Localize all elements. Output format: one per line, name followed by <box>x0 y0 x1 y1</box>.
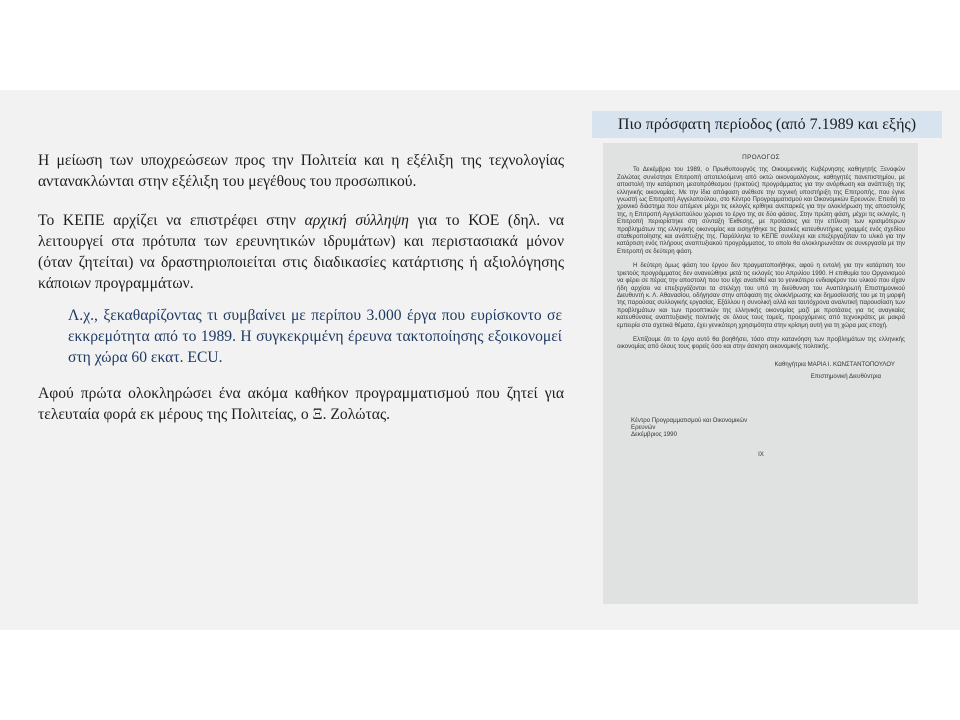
document-signature: Καθηγήτρια ΜΑΡΙΑ Ι. ΚΩΝΣΤΑΝΤΟΠΟΥΛΟΥ <box>774 360 895 368</box>
document-page-number: IX <box>758 450 764 458</box>
document-paragraph-2: Η δεύτερη όμως φάση του έργου δεν πραγματοποιήθηκε, αφού η εντολή για την κατάρτιση του τριετούς προγράμματος δεν ανανεώθηκε μετά τις εκλογές του Απριλίου 1990. Η επιθυμία του Οργανισμού να φέρει σε πέρας την αποστολή που του είχε ανατεθεί και το γενικότερο ενδιαφέρον του υλικού που είχαν ήδη αρχίσει να επεξεργάζονται τα στελέχη του υπό τη διεύθυνση του Αναπληρωτή Επιστημονικού Διευθυντή κ. Λ. Αθανασίου, οδήγησαν στην απόφαση της ολοκλήρωσης και δημοσίευσής του με τη μορφή της παρούσας συλλογικής εργασίας. Εξάλλου η συνολική αλλά και ταυτόχρονα αναλυτική παρουσίαση των προβλημάτων και των προοπτικών της ελληνικής οικονομίας μαζί με προτάσεις για τις αναγκαίες κατευθύνσεις αναπτυξιακής πολιτικής σε όλους τους τομείς, προερχόμενες από τεχνοκράτες με μακρά εμπειρία στα σχετικά θέματα, έχει γενικότερη χρησιμότητα στην κρίσιμη αυτή για τη χώρα μας εποχή. <box>617 262 905 329</box>
paragraph-example-projects: Λ.χ., ξεκαθαρίζοντας τι συμβαίνει με περίπου 3.000 έργα που ευρίσκοντο σε εκκρεμότητα από το 1989. Η συγκεκριμένη έρευνα τακτοποίησης εξοικονομεί στη χώρα 60 εκατ. ECU. <box>68 307 562 366</box>
paragraph-staff-reduction: Η μείωση των υποχρεώσεων προς την Πολιτεία και η εξέλιξη της τεχνολογίας αντανακλώνται στην εξέλιξη του μεγέθους του προσωπικού. <box>38 152 564 190</box>
document-institution-name: Κέντρο Προγραμματισμού και Οικονομικών Ερευνών <box>631 416 748 431</box>
paragraph-kepe-italic: αρχική σύλληψη <box>304 212 409 229</box>
document-title: ΠΡΟΛΟΓΟΣ <box>742 154 780 161</box>
document-institution <box>631 417 751 439</box>
image-caption: Πιο πρόσφατη περίοδος (από 7.1989 και εξής) <box>592 111 942 138</box>
paragraph-kepe-text-end: για το ΚΟΕ (δηλ. να λειτουργεί στα πρότυπα των ερευνητικών ιδρυμάτων) και περιστασιακά μόνον (όταν ζητείται) να δραστηριοποιείται στις διαδικασίες κατάρτισης ή αξιολόγησης κάποιων προγραμμάτων. <box>38 212 564 292</box>
document-paragraph-1: Το Δεκέμβριο του 1989, ο Πρωθυπουργός της Οικουμενικής Κυβέρνησης καθηγητής Ξενοφών Ζολώτας συνέστησε Επιτροπή αποτελούμενη από οκτώ οικονομολόγους, καθηγητές πανεπιστημίου, με αποστολή την κατάρτιση μεσοπρόθεσμου (τριετούς) προγράμματος για την ανόρθωση και ανάπτυξη της ελληνικής οικονομίας. Με την ίδια απόφαση ανέθεσε την τεχνική υποστήριξη της Επιτροπής, που έγινε γνωστή ως Επιτροπή Αγγελοπούλου, στο Κέντρο Προγραμματισμού και Οικονομικών Ερευνών. Επειδή το χρονικό διάστημα που απέμενε μέχρι τις εκλογές κρίθηκε ανεπαρκές για την ολοκλήρωση της αποστολής της, η Επιτροπή Αγγελοπούλου χώρισε το έργο της σε δύο φάσεις. Στην πρώτη φάση, μέχρι τις εκλογές, η Επιτροπή περιορίστηκε στη σύνταξη Έκθεσης, με προτάσεις για την επίλυση των κρισιμότερων προβλημάτων της ελληνικής οικονομίας και εισηγήθηκε τις βασικές κατευθυντήριες γραμμές ενός σχεδίου σταθεροποίησης και ανάπτυξης της. Παράλληλα το ΚΕΠΕ συνέλεγε και επεξεργαζόταν το υλικό για την κατάρτιση ενός πλήρους αναπτυξιακού προγράμματος, το οποίο θα ολοκληρωνόταν σε συνεργασία με την Επιτροπή σε δεύτερη φάση. <box>617 166 905 255</box>
scanned-document-image <box>603 143 918 604</box>
document-paragraph-3: Ελπίζουμε ότι το έργο αυτό θα βοηθήσει, τόσο στην κατανόηση των προβλημάτων της ελληνικής οικονομίας από όλους τους φορείς όσο και στην άσκηση οικονομικής πολιτικής. <box>617 335 905 351</box>
paragraph-kepe-text-start: Το ΚΕΠΕ αρχίζει να επιστρέφει στην <box>38 212 305 229</box>
paragraph-kepe-return <box>38 210 564 294</box>
scanned-document-page <box>617 153 905 458</box>
paragraph-zolotas-task: Αφού πρώτα ολοκληρώσει ένα ακόμα καθήκον προγραμματισμού που ζητεί για τελευταία φορά εκ μέρους της Πολιτείας, ο Ξ. Ζολώτας. <box>38 385 564 423</box>
document-date: Δεκέμβριος 1990 <box>631 431 677 439</box>
document-signature-role: Επιστημονική Διευθύντρια <box>810 373 881 381</box>
